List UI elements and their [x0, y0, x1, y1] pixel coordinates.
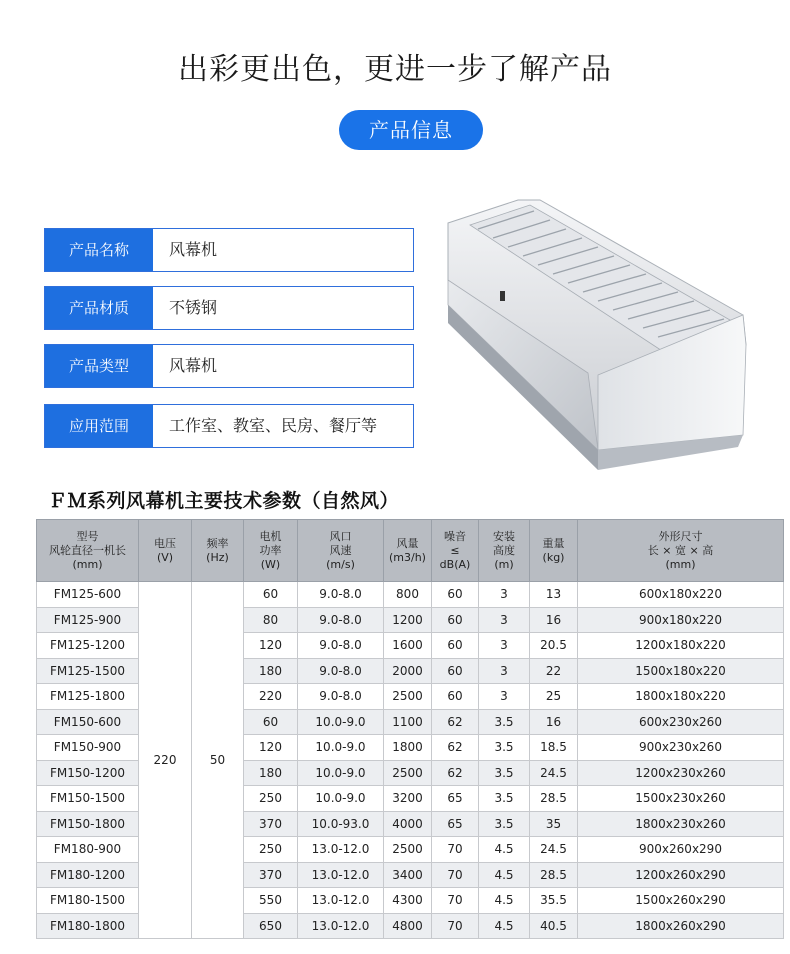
- table-cell: 1200x260x290: [578, 862, 784, 888]
- header-line: (V): [156, 550, 174, 564]
- table-header-cell: [244, 520, 298, 582]
- table-cell: 650: [244, 913, 298, 939]
- table-cell: 13.0-12.0: [298, 913, 384, 939]
- header-line: (W): [260, 557, 281, 571]
- voltage-cell: 220: [139, 582, 192, 939]
- table-cell: 1200x180x220: [578, 633, 784, 659]
- table-cell: 1200x230x260: [578, 760, 784, 786]
- table-cell: 24.5: [530, 837, 578, 863]
- table-cell: 2500: [384, 760, 432, 786]
- table-cell: 60: [244, 582, 298, 608]
- info-value: 风幕机: [169, 356, 218, 375]
- table-cell: 1800x180x220: [578, 684, 784, 710]
- table-cell: 62: [432, 709, 479, 735]
- info-value: 风幕机: [169, 240, 218, 259]
- table-cell: 10.0-9.0: [298, 786, 384, 812]
- table-cell: 600x230x260: [578, 709, 784, 735]
- table-cell: 3: [479, 582, 530, 608]
- table-cell: 250: [244, 786, 298, 812]
- info-label: 应用范围: [45, 405, 153, 447]
- header-line: dB(A): [439, 557, 471, 571]
- table-cell: 60: [432, 658, 479, 684]
- table-cell: 62: [432, 735, 479, 761]
- table-cell: 1800x260x290: [578, 913, 784, 939]
- table-cell: 18.5: [530, 735, 578, 761]
- table-cell: 4.5: [479, 888, 530, 914]
- header-line: (Hz): [206, 550, 229, 564]
- spec-table: [36, 519, 784, 939]
- table-cell: 65: [432, 811, 479, 837]
- table-cell: 900x230x260: [578, 735, 784, 761]
- table-cell: 60: [244, 709, 298, 735]
- table-cell: 35: [530, 811, 578, 837]
- info-row-type: [44, 344, 414, 388]
- air-curtain-product-image: [438, 195, 758, 495]
- table-cell: 40.5: [530, 913, 578, 939]
- table-header-cell: [384, 520, 432, 582]
- table-cell: 60: [432, 607, 479, 633]
- table-cell: 22: [530, 658, 578, 684]
- table-header-cell: [479, 520, 530, 582]
- table-cell: 900x180x220: [578, 607, 784, 633]
- table-cell: 16: [530, 607, 578, 633]
- table-cell: FM125-1800: [37, 684, 139, 710]
- table-cell: 25: [530, 684, 578, 710]
- table-cell: FM150-1200: [37, 760, 139, 786]
- table-cell: 120: [244, 735, 298, 761]
- table-cell: 370: [244, 811, 298, 837]
- table-cell: FM180-1500: [37, 888, 139, 914]
- header-line: 电压: [154, 536, 176, 550]
- table-cell: 180: [244, 760, 298, 786]
- table-cell: FM125-600: [37, 582, 139, 608]
- header-line: (m3/h): [389, 550, 426, 564]
- table-cell: 4300: [384, 888, 432, 914]
- table-cell: 3200: [384, 786, 432, 812]
- header-line: (m/s): [326, 557, 355, 571]
- table-cell: 70: [432, 913, 479, 939]
- table-cell: 3: [479, 658, 530, 684]
- table-cell: 62: [432, 760, 479, 786]
- table-cell: 60: [432, 582, 479, 608]
- table-header-cell: [298, 520, 384, 582]
- table-cell: 28.5: [530, 862, 578, 888]
- table-cell: 600x180x220: [578, 582, 784, 608]
- table-cell: 9.0-8.0: [298, 684, 384, 710]
- table-cell: 13.0-12.0: [298, 862, 384, 888]
- header-line: (mm): [665, 557, 696, 571]
- table-cell: 3.5: [479, 709, 530, 735]
- table-cell: 180: [244, 658, 298, 684]
- table-cell: 24.5: [530, 760, 578, 786]
- table-row: [37, 582, 784, 608]
- table-cell: 4.5: [479, 862, 530, 888]
- spec-table-body: [37, 582, 784, 939]
- table-cell: 4.5: [479, 913, 530, 939]
- table-cell: 10.0-9.0: [298, 709, 384, 735]
- table-cell: 2500: [384, 684, 432, 710]
- table-header-cell: [192, 520, 244, 582]
- page-headline: 出彩更出色，更进一步了解产品: [178, 52, 612, 87]
- table-cell: 800: [384, 582, 432, 608]
- table-cell: 70: [432, 862, 479, 888]
- table-cell: 60: [432, 633, 479, 659]
- table-cell: 10.0-9.0: [298, 760, 384, 786]
- header-line: 风轮直径一机长: [49, 543, 126, 557]
- table-cell: 10.0-93.0: [298, 811, 384, 837]
- table-cell: 900x260x290: [578, 837, 784, 863]
- table-cell: 4800: [384, 913, 432, 939]
- table-cell: 70: [432, 888, 479, 914]
- info-label: 产品名称: [45, 229, 153, 271]
- header-line: 风速: [329, 543, 352, 557]
- table-cell: 1500x230x260: [578, 786, 784, 812]
- section-pill-product-info: 产品信息: [339, 110, 483, 150]
- frequency-cell: 50: [192, 582, 244, 939]
- table-cell: 10.0-9.0: [298, 735, 384, 761]
- header-line: 安装: [493, 529, 515, 543]
- header-line: 电机: [259, 529, 282, 543]
- table-cell: 1800: [384, 735, 432, 761]
- table-cell: 65: [432, 786, 479, 812]
- header-line: (kg): [542, 550, 565, 564]
- table-cell: 20.5: [530, 633, 578, 659]
- header-line: (m): [494, 557, 514, 571]
- table-cell: 2500: [384, 837, 432, 863]
- spec-table-title: ＦＭ系列风幕机主要技术参数（自然风）: [48, 490, 400, 512]
- table-cell: 4000: [384, 811, 432, 837]
- table-cell: 60: [432, 684, 479, 710]
- info-label: 产品材质: [45, 287, 153, 329]
- table-cell: 120: [244, 633, 298, 659]
- table-cell: 13.0-12.0: [298, 837, 384, 863]
- table-cell: FM150-1500: [37, 786, 139, 812]
- header-line: 风口: [329, 529, 352, 543]
- header-line: 功率: [259, 543, 282, 557]
- header-line: ≤: [450, 543, 460, 557]
- info-value: 工作室、教室、民房、餐厅等: [169, 416, 378, 435]
- table-cell: 9.0-8.0: [298, 607, 384, 633]
- table-cell: FM150-900: [37, 735, 139, 761]
- table-cell: 1600: [384, 633, 432, 659]
- table-cell: 1500x260x290: [578, 888, 784, 914]
- header-line: 外形尺寸: [658, 529, 703, 543]
- header-line: 长 × 宽 × 高: [647, 543, 714, 557]
- table-header-cell: [139, 520, 192, 582]
- table-header-cell: [578, 520, 784, 582]
- table-cell: 250: [244, 837, 298, 863]
- table-cell: FM125-1500: [37, 658, 139, 684]
- table-header-cell: [432, 520, 479, 582]
- table-cell: 16: [530, 709, 578, 735]
- info-row-material: [44, 286, 414, 330]
- table-cell: 3.5: [479, 786, 530, 812]
- table-cell: 13.0-12.0: [298, 888, 384, 914]
- table-cell: 28.5: [530, 786, 578, 812]
- info-row-name: [44, 228, 414, 272]
- table-cell: 1100: [384, 709, 432, 735]
- header-line: 型号: [76, 529, 99, 543]
- table-cell: 9.0-8.0: [298, 658, 384, 684]
- table-header-cell: [530, 520, 578, 582]
- table-cell: 80: [244, 607, 298, 633]
- table-cell: FM180-1200: [37, 862, 139, 888]
- spec-table-header-row: [37, 520, 784, 582]
- header-line: 频率: [206, 536, 229, 550]
- table-cell: FM125-1200: [37, 633, 139, 659]
- header-line: 噪音: [444, 529, 466, 543]
- table-cell: 3: [479, 633, 530, 659]
- table-cell: FM150-600: [37, 709, 139, 735]
- info-row-application: [44, 404, 414, 448]
- header-line: 重量: [542, 536, 565, 550]
- table-header-cell: [37, 520, 139, 582]
- table-cell: 1800x230x260: [578, 811, 784, 837]
- table-cell: 35.5: [530, 888, 578, 914]
- header-line: 风量: [396, 536, 419, 550]
- table-cell: 2000: [384, 658, 432, 684]
- table-cell: 1200: [384, 607, 432, 633]
- table-cell: 220: [244, 684, 298, 710]
- table-cell: 3: [479, 607, 530, 633]
- table-cell: 3.5: [479, 760, 530, 786]
- table-cell: 13: [530, 582, 578, 608]
- table-cell: 3.5: [479, 811, 530, 837]
- table-cell: 550: [244, 888, 298, 914]
- header-line: (mm): [72, 557, 103, 571]
- header-line: 高度: [493, 543, 515, 557]
- table-cell: FM180-900: [37, 837, 139, 863]
- info-value: 不锈钢: [169, 298, 218, 317]
- table-cell: 3: [479, 684, 530, 710]
- table-cell: 9.0-8.0: [298, 633, 384, 659]
- table-cell: 9.0-8.0: [298, 582, 384, 608]
- table-cell: 370: [244, 862, 298, 888]
- table-cell: 3.5: [479, 735, 530, 761]
- info-label: 产品类型: [45, 345, 153, 387]
- table-cell: 3400: [384, 862, 432, 888]
- table-cell: FM150-1800: [37, 811, 139, 837]
- table-cell: FM180-1800: [37, 913, 139, 939]
- table-cell: 70: [432, 837, 479, 863]
- table-cell: 4.5: [479, 837, 530, 863]
- table-cell: FM125-900: [37, 607, 139, 633]
- table-cell: 1500x180x220: [578, 658, 784, 684]
